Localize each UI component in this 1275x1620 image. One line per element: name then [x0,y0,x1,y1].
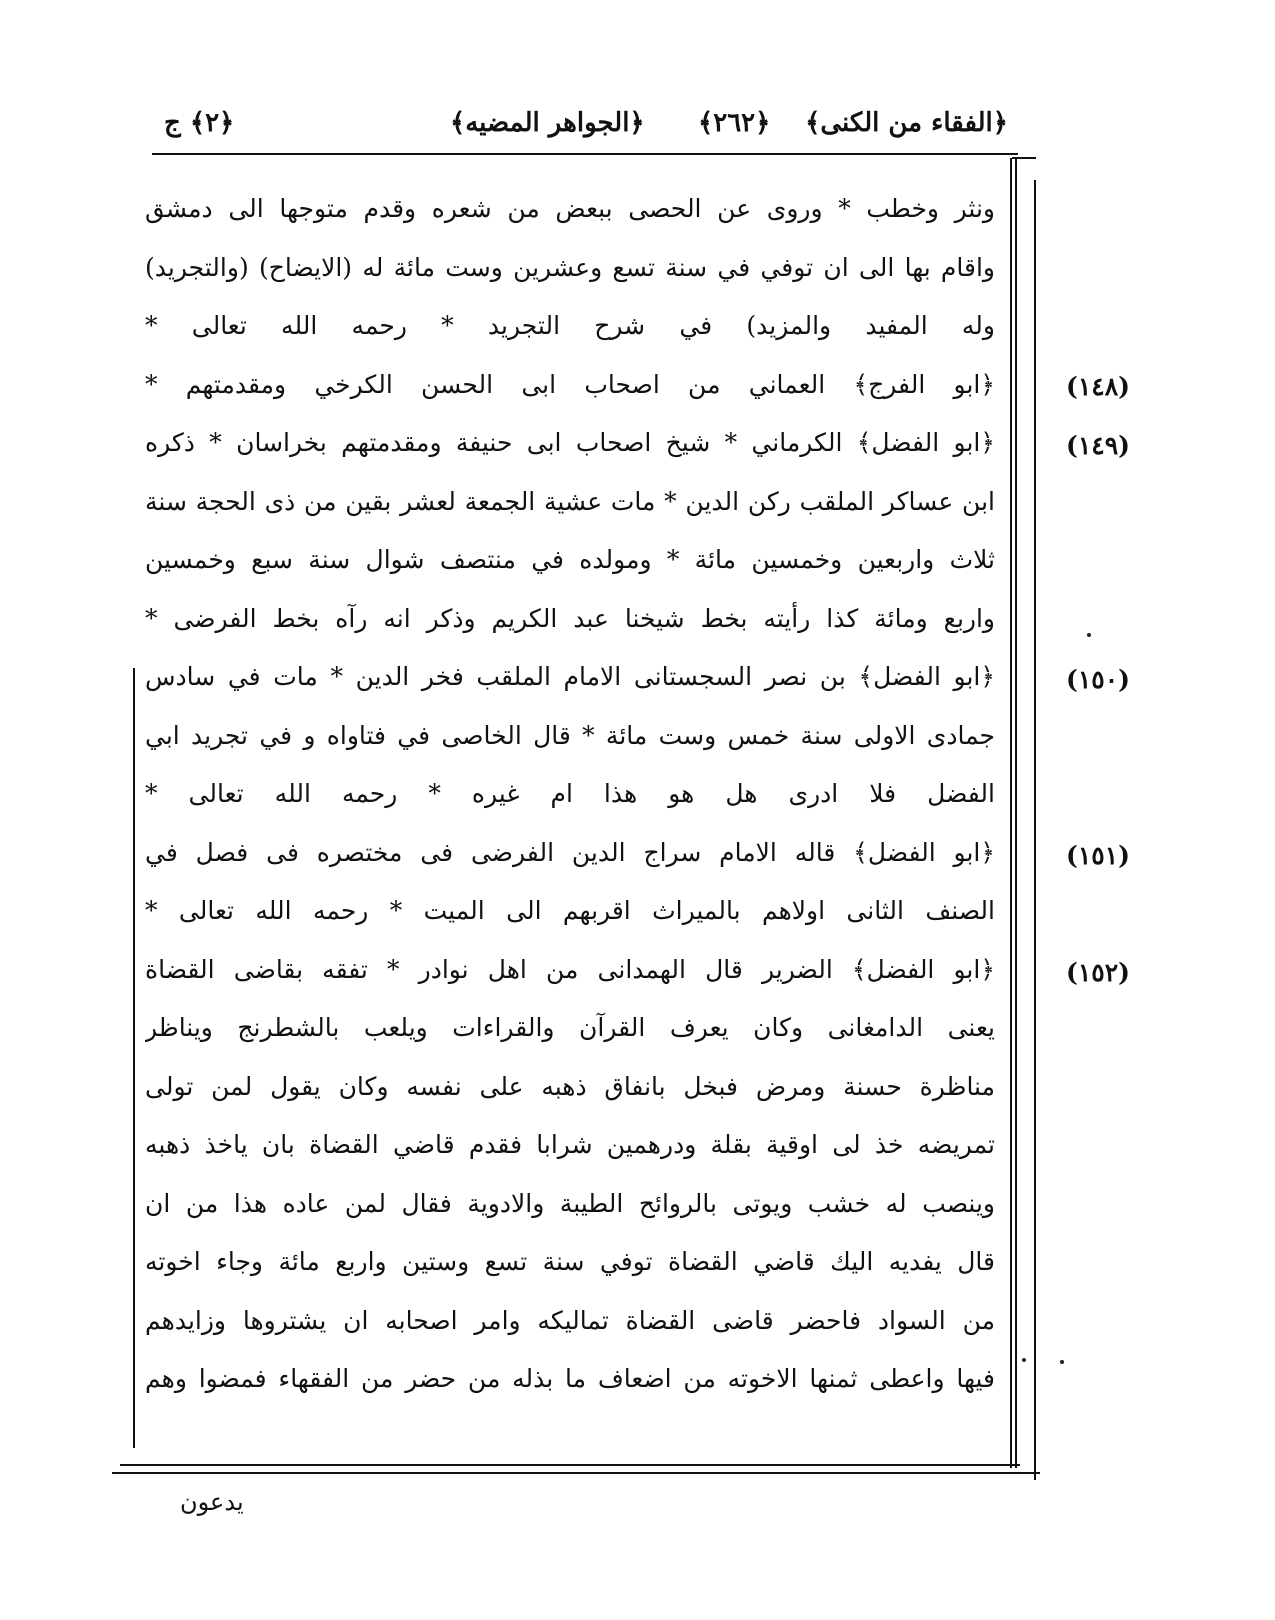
footer-rule [120,1464,1020,1466]
text-line: وينصب له خشب ويوتى بالروائح الطيبة والادوية فقال لمن عاده هذا من ان [145,1188,995,1218]
text-line: وله المفيد والمزيد) في شرح التجريد * رحمه الله تعالى * [145,311,995,340]
text-line: ابن عساكر الملقب ركن الدين * مات عشية الجمعة لعشر بقين من ذى الحجة سنة [145,486,995,516]
text-line: تمريضه خذ لى اوقية بقلة ودرهمين شرابا فقدم قاضي القضاة بان ياخذ ذهبه [145,1130,995,1159]
text-line: ونثر وخطب * وروى عن الحصى ببعض من شعره وقدم متوجها الى دمشق [145,194,995,223]
frame-inner-border [1010,158,1012,1468]
footer-rule-double [112,1472,1040,1474]
text-line: ﴿ابو الفضل﴾ قاله الامام سراج الدين الفرضى فى مختصره فى فصل في [145,837,995,867]
header-book-title: ﴿الجواهر المضيه﴾ [450,108,645,138]
entry-number: (١٤٩) [1066,431,1130,460]
text-line: واقام بها الى ان توفي في سنة تسع وعشرين وست مائة له (الايضاح) (والتجريد) [145,252,995,282]
frame-left-border [133,668,135,1448]
header-volume: ﴿٢﴾ ج [164,108,235,138]
ink-speck [1087,633,1091,637]
running-header [150,100,1020,166]
text-line: ﴿ابو الفضل﴾ الضرير قال الهمدانى من اهل نوادر * تفقه بقاضى القضاة [145,954,995,984]
text-line: الصنف الثانى اولاهم بالميراث اقربهم الى الميت * رحمه الله تعالى * [145,896,995,925]
ink-speck [1060,1360,1064,1364]
text-line: ﴿ابو الفرج﴾ العماني من اصحاب ابى الحسن الكرخي ومقدمتهم * [145,369,995,399]
catchword: يدعون [180,1488,244,1516]
text-line: قال يفديه اليك قاضي القضاة توفي سنة تسع وستين واربع مائة وجاء اخوته [145,1247,995,1276]
text-line: مناظرة حسنة ومرض فبخل بانفاق ذهبه على نفسه وكان يقول لمن تولى [145,1071,995,1101]
entry-number: (١٥٢) [1066,958,1130,987]
frame-outer-border [1034,180,1036,1480]
entry-number: (١٥٠) [1066,665,1130,694]
text-line: ﴿ابو الفضل﴾ الكرماني * شيخ اصحاب ابى حنيفة ومقدمتهم بخراسان * ذكره [145,428,995,457]
text-line: من السواد فاحضر قاضى القضاة تماليكه وامر اصحابه ان يشتروها وزايدهم [145,1305,995,1335]
text-line: فيها واعطى ثمنها الاخوته من اضعاف ما بذله من حضر من الفقهاء فمضوا وهم [145,1364,995,1393]
header-rule [152,153,1018,155]
entry-number: (١٤٨) [1066,372,1130,401]
text-line: ثلاث واربعين وخمسين مائة * ومولده في منتصف شوال سنة سبع وخمسين [145,545,995,574]
text-line: الفضل فلا ادرى هل هو هذا ام غيره * رحمه الله تعالى * [145,779,995,808]
frame-inner-border-double [1015,158,1017,1468]
header-section-title: ﴿الفقاء من الكنى﴾ [805,108,1008,138]
ink-speck [1022,1358,1026,1362]
text-line: يعنى الدامغانى وكان يعرف القرآن والقراءات ويلعب بالشطرنج ويناظر [145,1013,995,1042]
text-line: ﴿ابو الفضل﴾ بن نصر السجستانى الامام الملقب فخر الدين * مات في سادس [145,662,995,691]
entry-number: (١٥١) [1066,841,1130,870]
main-text [145,180,995,1409]
text-line: جمادى الاولى سنة خمس وست مائة * قال الخاصى في فتاواه و في تجريد ابي [145,720,995,750]
header-page-number: ﴿٢٦٢﴾ [698,108,771,138]
text-line: واربع ومائة كذا رأيته بخط شيخنا عبد الكريم وذكر انه رآه بخط الفرضى * [145,603,995,633]
